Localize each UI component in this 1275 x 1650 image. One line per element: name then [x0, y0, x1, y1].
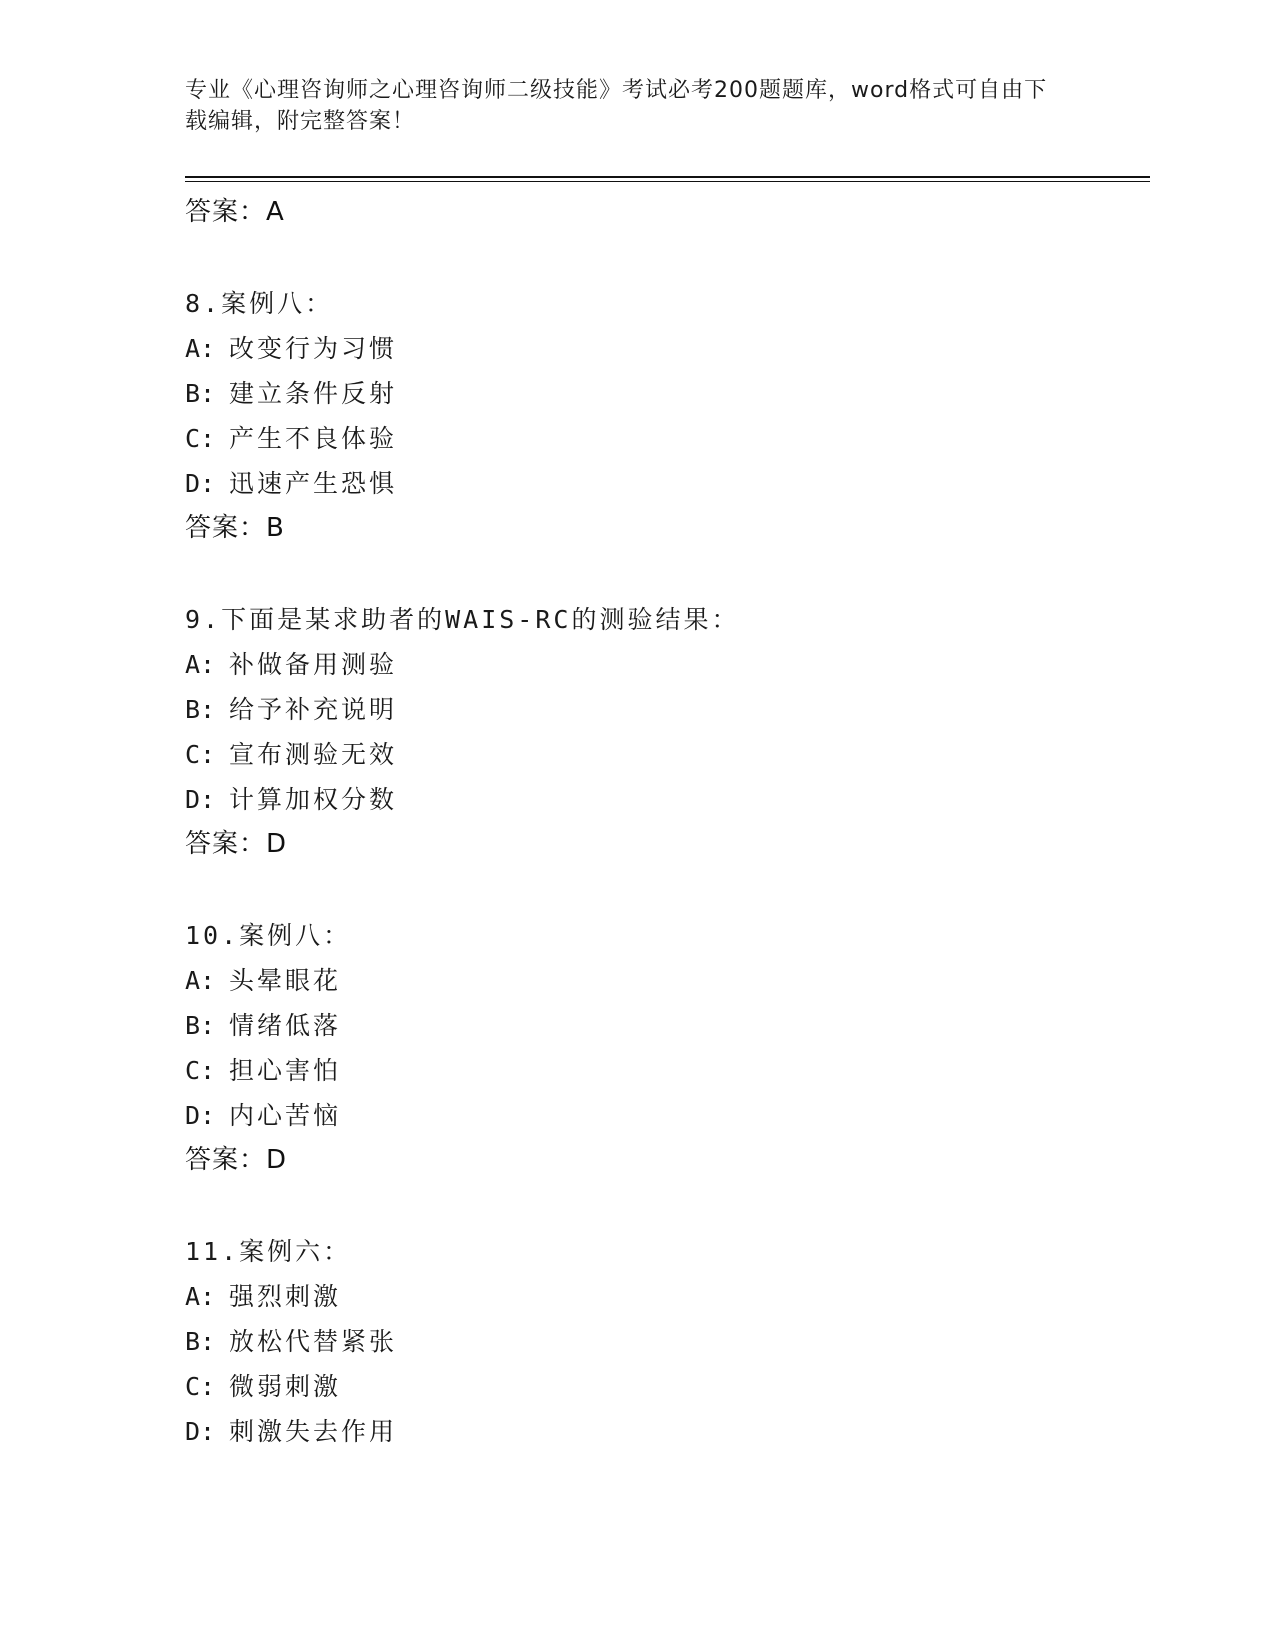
answer-line: 答案：D	[185, 829, 288, 859]
option-b	[185, 1319, 1145, 1364]
option-text: 计算加权分数	[229, 785, 398, 814]
option-text: 给予补充说明	[229, 695, 398, 724]
question-title: 10.案例八：	[185, 921, 352, 950]
document-header: 专业《心理咨询师之心理咨询师二级技能》考试必考200题题库，word格式可自由下载编辑，附完整答案！	[185, 78, 1048, 134]
option-a	[185, 958, 1145, 1003]
option-text: 内心苦恼	[229, 1101, 342, 1130]
option-label: D:	[185, 1417, 216, 1446]
question-title: 9.下面是某求助者的WAIS-RC的测验结果：	[185, 605, 740, 634]
spacer	[185, 235, 1145, 281]
option-b	[185, 1003, 1145, 1048]
answer-line: 答案：D	[185, 1145, 288, 1175]
option-text: 头晕眼花	[229, 966, 342, 995]
option-text: 改变行为习惯	[229, 334, 398, 363]
option-text: 放松代替紧张	[229, 1327, 398, 1356]
option-text: 担心害怕	[229, 1056, 342, 1085]
spacer	[185, 1183, 1145, 1229]
option-label: C:	[185, 1372, 216, 1401]
option-text: 迅速产生恐惧	[229, 469, 398, 498]
option-d	[185, 1409, 1145, 1454]
option-label: B:	[185, 1011, 216, 1040]
option-c	[185, 1364, 1145, 1409]
option-label: B:	[185, 379, 216, 408]
option-label: C:	[185, 1056, 216, 1085]
option-label: A:	[185, 334, 216, 363]
question-list	[185, 190, 1145, 1454]
option-text: 强烈刺激	[229, 1282, 342, 1311]
option-b	[185, 371, 1145, 416]
header-divider-thick	[185, 176, 1150, 178]
answer-line: 答案：A	[185, 197, 285, 227]
spacer	[185, 867, 1145, 913]
option-a	[185, 642, 1145, 687]
option-a	[185, 1274, 1145, 1319]
option-label: A:	[185, 650, 216, 679]
option-c	[185, 1048, 1145, 1093]
option-label: B:	[185, 1327, 216, 1356]
answer-line: 答案：B	[185, 513, 285, 543]
option-d	[185, 461, 1145, 506]
option-text: 补做备用测验	[229, 650, 398, 679]
option-a	[185, 326, 1145, 371]
option-label: A:	[185, 966, 216, 995]
option-text: 刺激失去作用	[229, 1417, 398, 1446]
option-label: D:	[185, 1101, 216, 1130]
question-title: 11.案例六：	[185, 1237, 352, 1266]
spacer	[185, 551, 1145, 597]
option-c	[185, 732, 1145, 777]
header-divider-thin	[185, 181, 1150, 182]
option-text: 微弱刺激	[229, 1372, 342, 1401]
option-text: 情绪低落	[229, 1011, 342, 1040]
option-label: A:	[185, 1282, 216, 1311]
option-d	[185, 1093, 1145, 1138]
option-text: 产生不良体验	[229, 424, 398, 453]
option-label: D:	[185, 469, 216, 498]
option-c	[185, 416, 1145, 461]
option-d	[185, 777, 1145, 822]
option-label: B:	[185, 695, 216, 724]
option-label: C:	[185, 740, 216, 769]
option-label: D:	[185, 785, 216, 814]
option-text: 宣布测验无效	[229, 740, 398, 769]
option-text: 建立条件反射	[229, 379, 398, 408]
option-label: C:	[185, 424, 216, 453]
option-b	[185, 687, 1145, 732]
question-title: 8.案例八：	[185, 289, 334, 318]
